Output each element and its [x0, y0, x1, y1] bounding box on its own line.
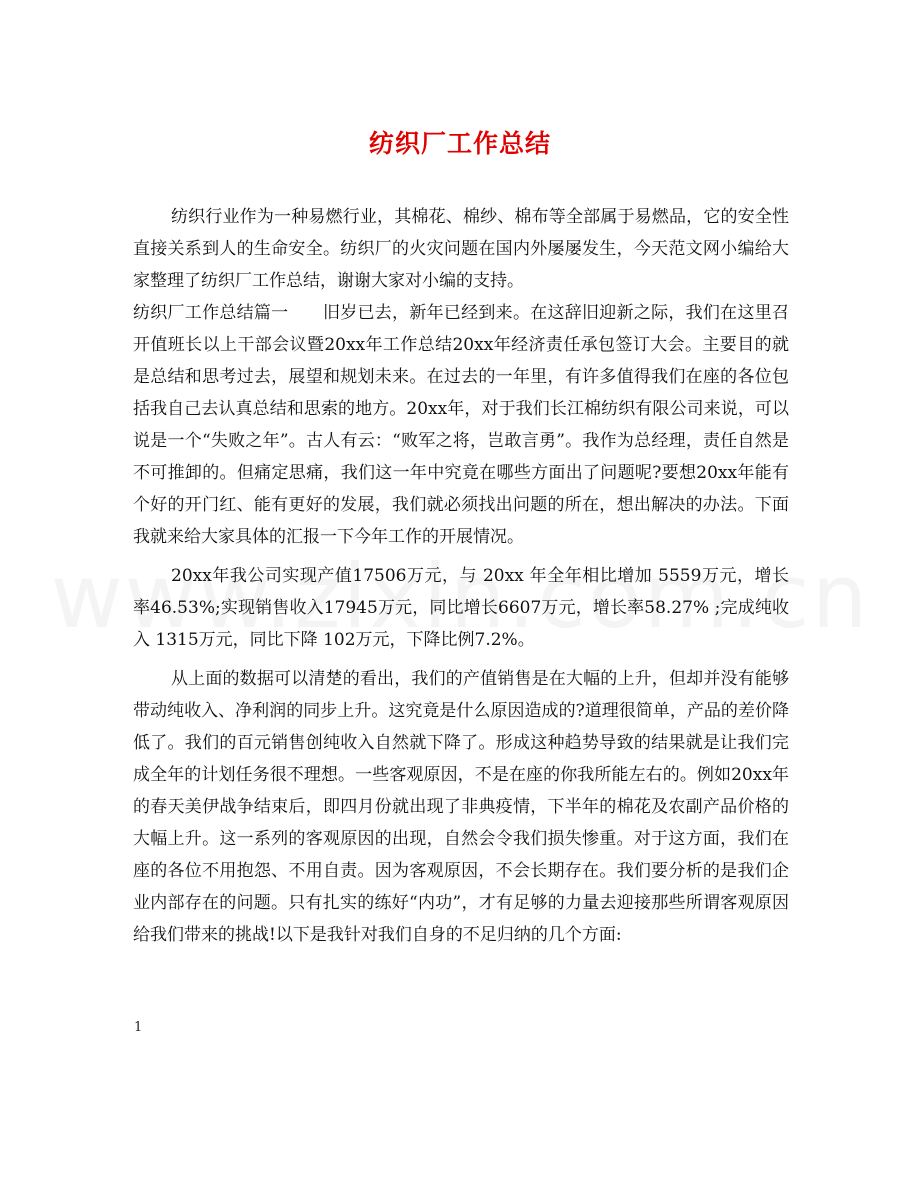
document-body	[133, 201, 789, 951]
page-number: 1	[134, 1020, 143, 1035]
paragraph-figures: 20xx年我公司实现产值17506万元，与 20xx 年全年相比增加 5559万元，增长率46.53%;实现销售收入17945万元，同比增长6607万元，增长率58.27% ;完成纯收入 1315万元，同比下降 102万元，下降比例7.2%。	[133, 566, 789, 650]
paragraph-section-one: 纺织厂工作总结篇一 旧岁已去，新年已经到来。在这辞旧迎新之际，我们在这里召开值班长以上干部会议暨20xx年工作总结20xx年经济责任承包签订大会。主要目的就是总结和思考过去，展望和规划未来。在过去的一年里，有许多值得我们在座的各位包括我自己去认真总结和思索的地方。20xx年，对于我们长江棉纺织有限公司来说，可以说是一个“失败之年”。古人有云：“败军之将，岂敢言勇”。我作为总经理，责任自然是不可推卸的。但痛定思痛，我们这一年中究竟在哪些方面出了问题呢?要想20xx年能有个好的开门红、能有更好的发展，我们就必须找出问题的所在，想出解决的办法。下面我就来给大家具体的汇报一下今年工作的开展情况。	[133, 303, 789, 547]
paragraph-analysis: 从上面的数据可以清楚的看出，我们的产值销售是在大幅的上升，但却并没有能够带动纯收入、净利润的同步上升。这究竟是什么原因造成的?道理很简单，产品的差价降低了。我们的百元销售创纯收入自然就下降了。形成这种趋势导致的结果就是让我们完成全年的计划任务很不理想。一些客观原因，不是在座的你我所能左右的。例如20xx年的春天美伊战争结束后，即四月份就出现了非典疫情，下半年的棉花及农副产品价格的大幅上升。这一系列的客观原因的出现，自然会令我们损失惨重。对于这方面，我们在座的各位不用抱怨、不用自责。因为客观原因，不会长期存在。我们要分析的是我们企业内部存在的问题。只有扎实的练好“内功”，才有足够的力量去迎接那些所谓客观原因给我们带来的挑战!以下是我针对我们自身的不足归纳的几个方面:	[133, 669, 789, 945]
document-title: 纺织厂工作总结	[368, 129, 551, 158]
paragraph-intro: 纺织行业作为一种易燃行业，其棉花、棉纱、棉布等全部属于易燃品，它的安全性直接关系到人的生命安全。纺织厂的火灾问题在国内外屡屡发生，今天范文网小编给大家整理了纺织厂工作总结，谢谢大家对小编的支持。	[133, 207, 789, 291]
